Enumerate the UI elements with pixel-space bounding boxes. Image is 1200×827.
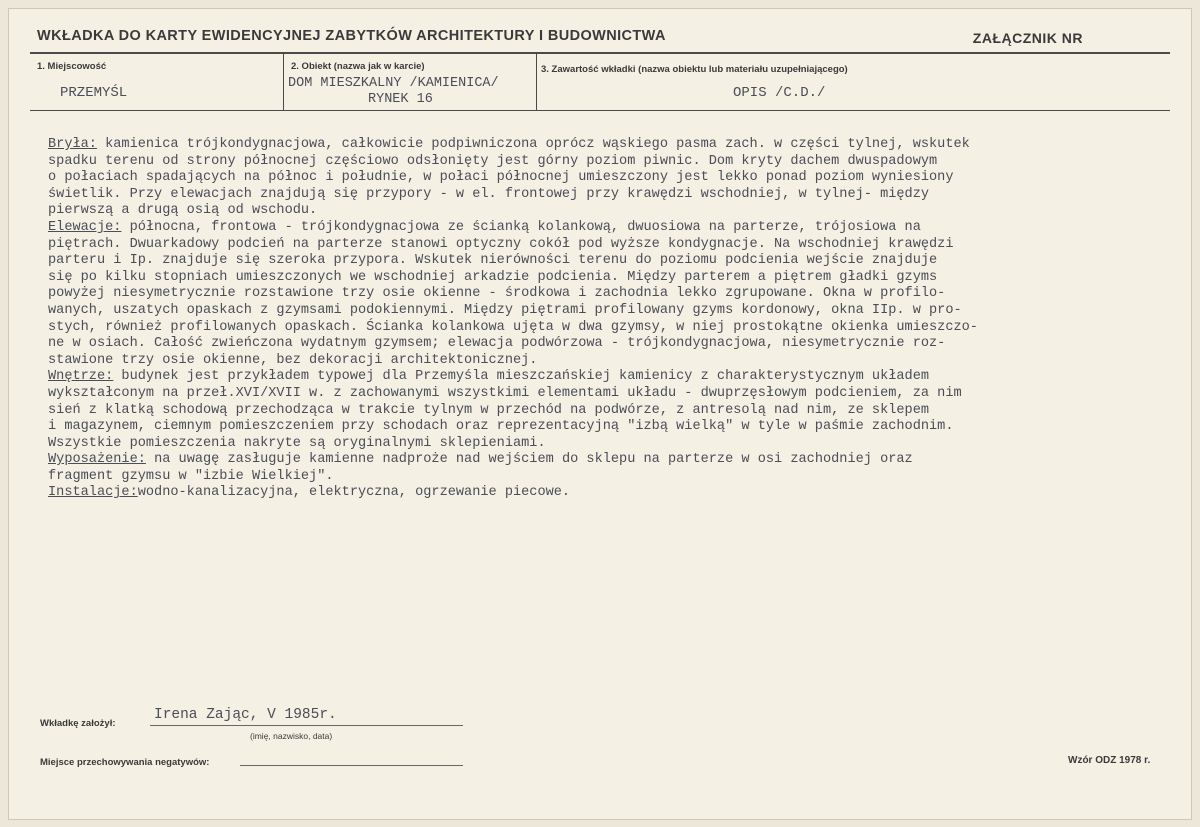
body-line-text: na uwagę zasługuje kamienne nadproże nad wejściem do sklepu na parterze w osi zachodniej oraz [145, 452, 913, 468]
object-value-line-1: DOM MIESZKALNY /KAMIENICA/ [288, 76, 499, 91]
body-line [48, 220, 1168, 237]
section-heading: Elewacje: [48, 219, 122, 235]
body-line [48, 187, 1168, 204]
body-line-text: ne w osiach. Całość zwieńczona wydatnym gzymsem; elewacja podwórzowa - trójkondygnacjowa, niesymetrycznie roz- [48, 336, 946, 352]
author-hint: (imię, nazwisko, data) [250, 731, 333, 741]
body-line [48, 170, 1168, 187]
negatives-line [240, 765, 463, 766]
body-line-text: i magazynem, ciemnym pomieszczeniem przy schodach oraz reprezentacyjną "izbą wielką" w tyle w paśmie zachodnim. [48, 419, 954, 435]
body-line-text: spadku terenu od strony północnej częściowo odsłonięty jest górny poziom piwnic. Dom kryty dachem dwuspadowym [48, 153, 938, 169]
body-line [48, 137, 1168, 154]
body-line-text: stawione trzy osie okienne, bez dekoracji architektonicznej. [48, 352, 538, 368]
body-line [48, 237, 1168, 254]
body-line-text: wodno-kanalizacyjna, elektryczna, ogrzewanie piecowe. [137, 485, 571, 501]
negatives-label: Miejsce przechowywania negatywów: [40, 757, 210, 768]
body-line-text: się po kilku stopniach umieszczonych we wschodniej arkadzie podcienia. Między parterem a piętrem gładki gzyms [48, 269, 938, 285]
body-line [48, 469, 1168, 486]
section-heading: Bryła: [48, 137, 97, 152]
locality-value: PRZEMYŚL [60, 85, 128, 101]
section-heading: Instalacje: [48, 485, 138, 501]
form-model: Wzór ODZ 1978 r. [1068, 755, 1151, 766]
body-line-text: piętrach. Dwuarkadowy podcień na parterze stanowi optyczny cokół pod wyższe kondygnacje. Na wschodniej krawędzi [48, 236, 954, 252]
body-line-text: fragment gzymsu w "izbie Wielkiej". [48, 468, 334, 484]
fields-rule [30, 110, 1170, 111]
body-line [48, 419, 1168, 436]
field-divider-1 [283, 53, 284, 110]
body-line-text: stych, również profilowanych opaskach. Ścianka kolankowa ujęta w dwa gzymsy, w niej prostokątne okienka umieszczo- [48, 319, 978, 335]
author-value: Irena Zając, V 1985r. [154, 707, 337, 723]
body-line [48, 320, 1168, 337]
body-line [48, 403, 1168, 420]
body-line-text: pierwszą a drugą osią od wschodu. [48, 203, 318, 219]
body-line [48, 270, 1168, 287]
description-body [48, 137, 1168, 502]
body-line [48, 369, 1168, 386]
body-line [48, 203, 1168, 220]
content-value: OPIS /C.D./ [733, 85, 826, 101]
body-line-text: wykształconym na przeł.XVI/XVII w. z zachowanymi wszystkimi elementami układu - dwuprzęsłowym podcieniem, za nim [48, 385, 962, 401]
object-label: 2. Obiekt (nazwa jak w karcie) [291, 61, 425, 72]
body-line [48, 452, 1168, 469]
section-heading: Wnętrze: [48, 369, 114, 385]
section-heading: Wyposażenie: [48, 452, 146, 468]
card-title: WKŁADKA DO KARTY EWIDENCYJNEJ ZABYTKÓW ARCHITEKTURY I BUDOWNICTWA [37, 28, 666, 44]
body-line [48, 286, 1168, 303]
body-line [48, 336, 1168, 353]
body-line [48, 303, 1168, 320]
body-line [48, 485, 1168, 502]
body-line-text: kamienica trójkondygnacjowa, całkowicie podpiwniczona oprócz wąskiego pasma zach. w części tylnej, wskutek [96, 137, 970, 152]
body-line-text: północna, frontowa - trójkondygnacjowa ze ścianką kolankową, dwuosiowa na parterze, trójosiowa na [121, 219, 921, 235]
body-line [48, 386, 1168, 403]
body-line [48, 353, 1168, 370]
body-line-text: budynek jest przykładem typowej dla Przemyśla mieszczańskiej kamienicy z charakterystycznym układem [113, 369, 930, 385]
body-line-text: Wszystkie pomieszczenia nakryte są oryginalnymi sklepieniami. [48, 435, 546, 451]
body-line [48, 154, 1168, 171]
body-line-text: powyżej niesymetrycznie rozstawione trzy osie okienne - środkowa i zachodnia lekko zgrupowane. Okna w profilo- [48, 286, 946, 302]
body-line [48, 436, 1168, 453]
body-line-text: parteru i Ip. znajduje się szeroka przypora. Wskutek nierówności terenu do poziomu podcienia wejście znajduje [48, 253, 938, 269]
content-label: 3. Zawartość wkładki (nazwa obiektu lub materiału uzupełniającego) [541, 64, 848, 75]
object-value-line-2: RYNEK 16 [368, 92, 433, 107]
body-line-text: o połaciach spadających na północ i południe, w połaci północnej umieszczony jest lekko ponad poziom wyniesiony [48, 170, 954, 186]
header-rule [30, 52, 1170, 54]
body-line [48, 253, 1168, 270]
annex-label: ZAŁĄCZNIK NR [972, 30, 1083, 46]
body-line-text: świetlik. Przy elewacjach znajdują się przypory - w el. frontowej przy krawędzi wschodniej, w tylnej- między [48, 186, 930, 202]
field-divider-2 [536, 53, 537, 110]
author-line [150, 725, 463, 726]
body-line-text: sień z klatką schodową przechodząca w trakcie tylnym w przechód na podwórze, z antresolą nad nim, ze sklepem [48, 402, 930, 418]
locality-label: 1. Miejscowość [37, 61, 107, 72]
author-label: Wkładkę założył: [40, 718, 116, 729]
body-line-text: wanych, uszatych opaskach z gzymsami podokiennymi. Między piętrami profilowany gzyms kordonowy, okna IIp. w pro- [48, 302, 962, 318]
